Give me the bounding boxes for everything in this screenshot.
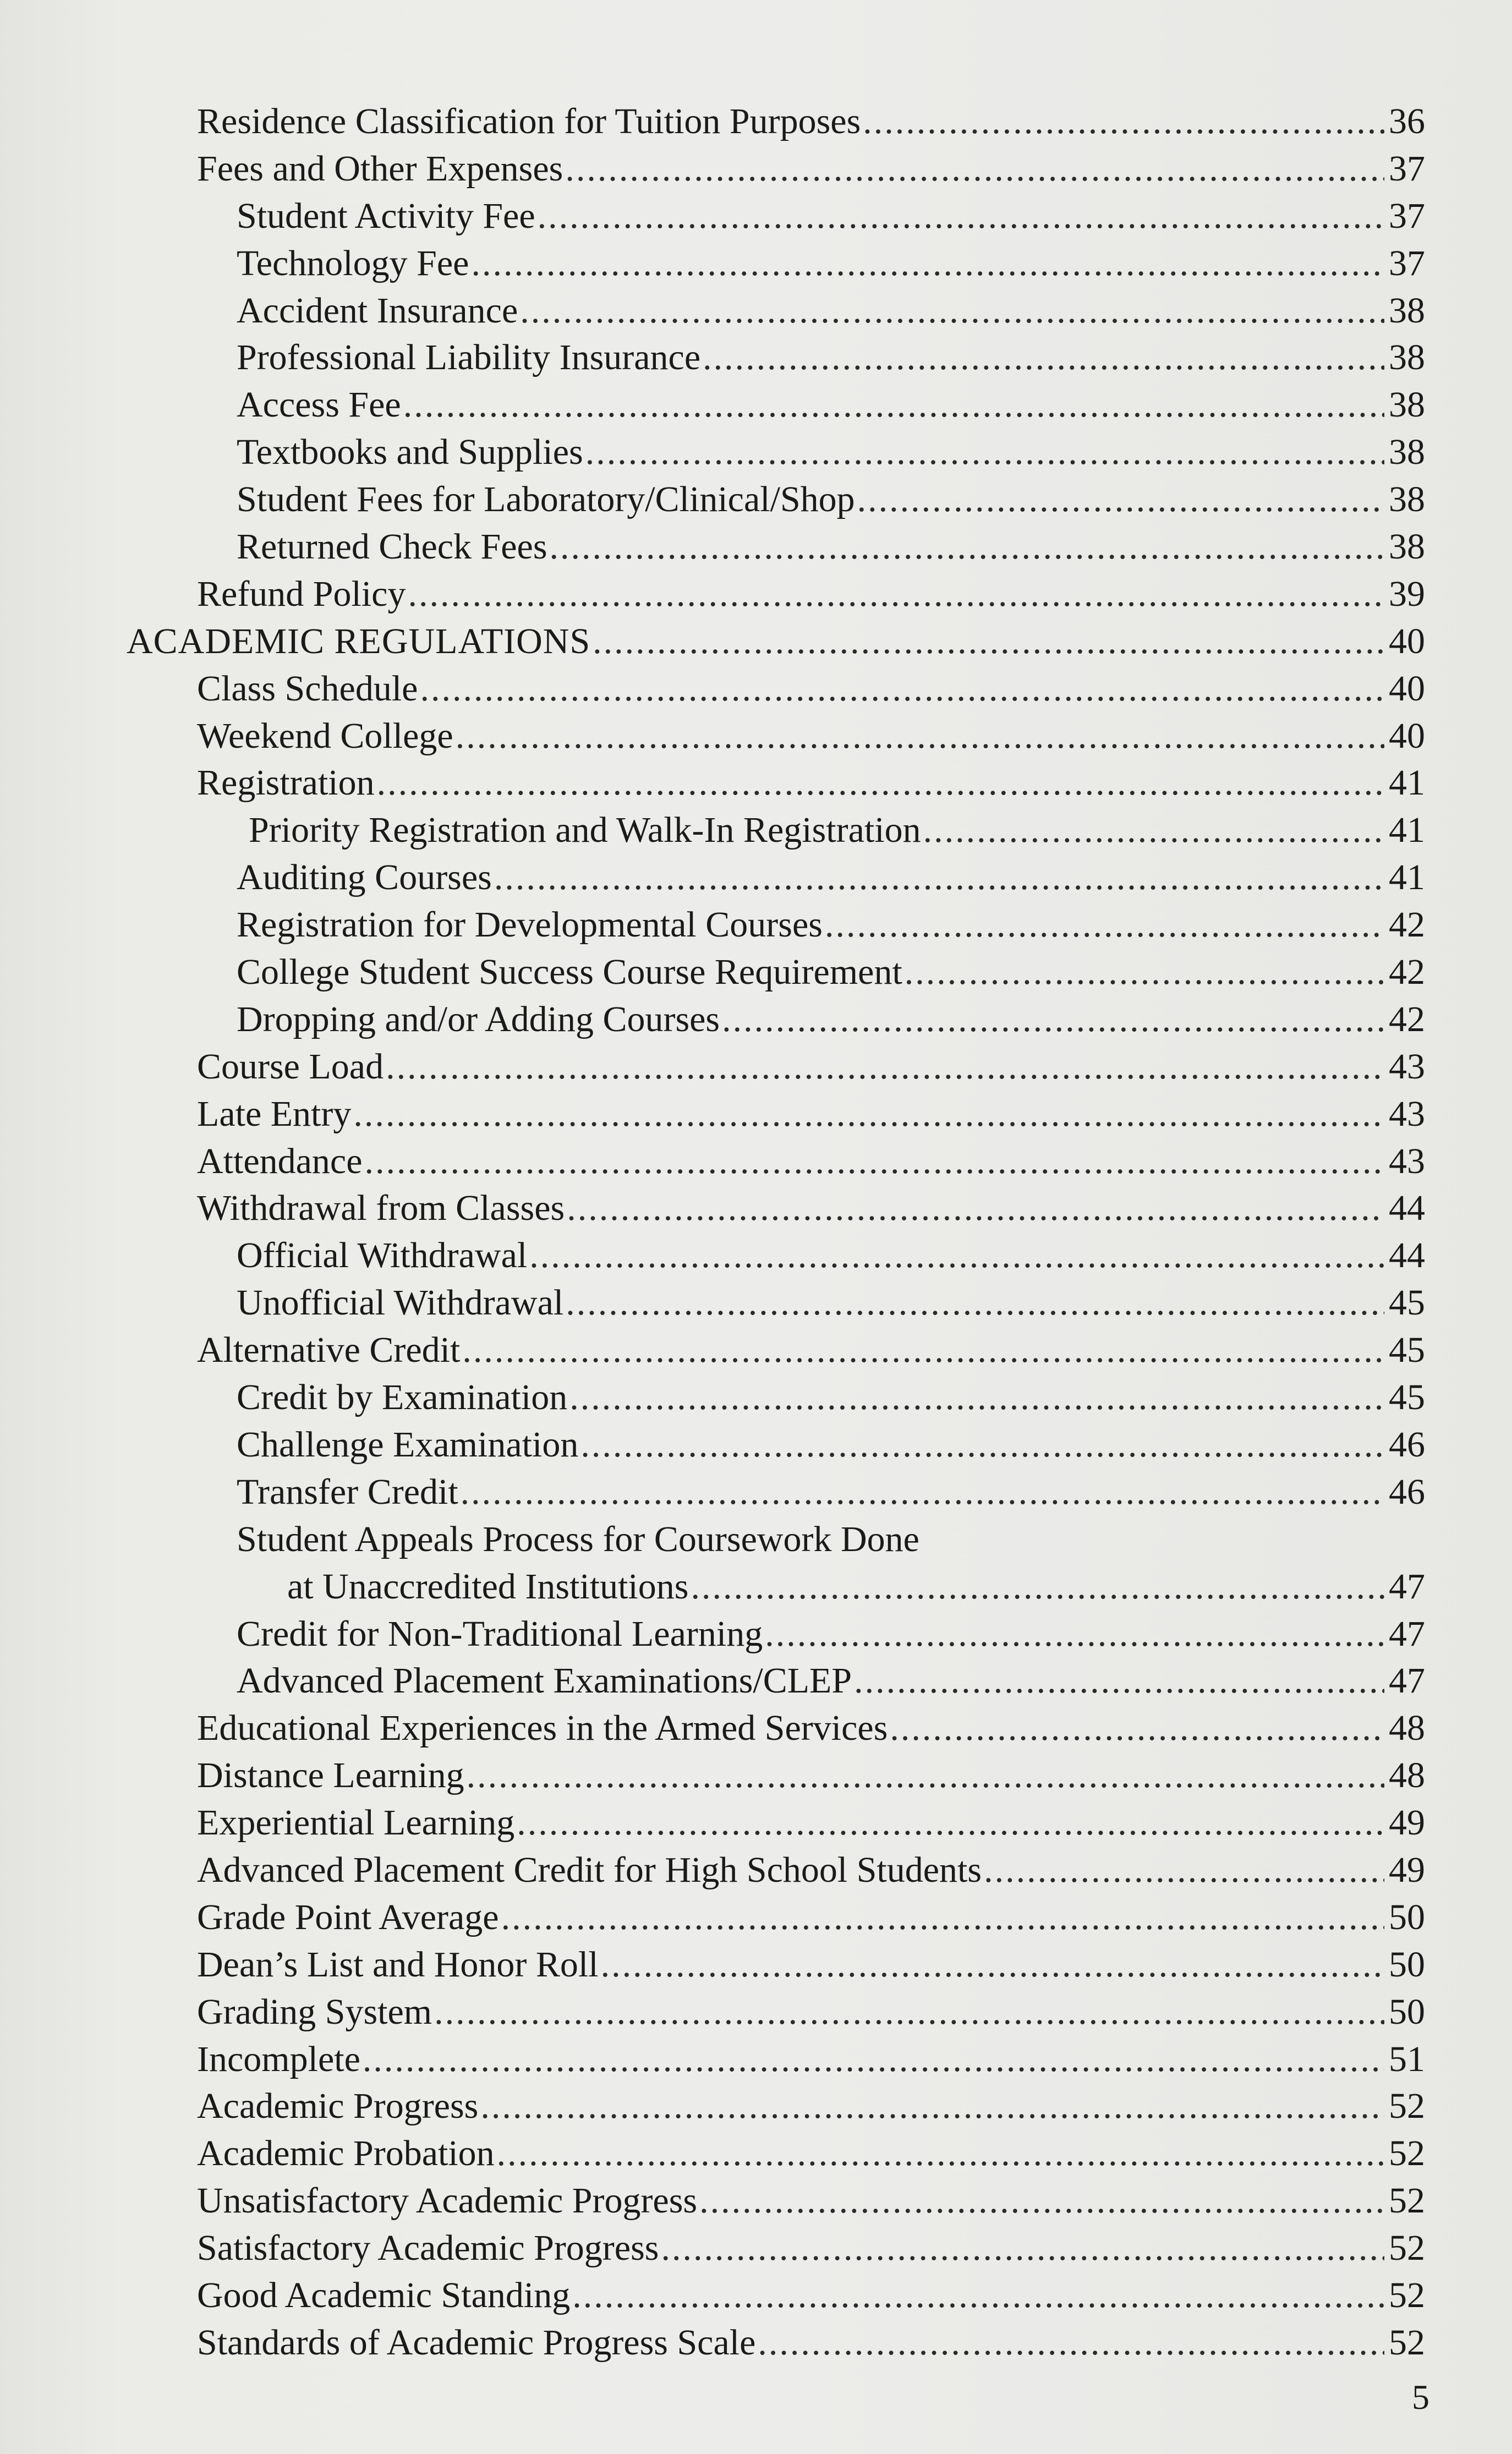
toc-entry-title: Student Activity Fee [237, 195, 535, 236]
toc-entry-title: Credit for Non-Traditional Learning [237, 1613, 763, 1654]
toc-entry [127, 713, 1425, 760]
toc-entry [127, 1421, 1425, 1469]
dot-leader [456, 713, 1384, 760]
toc-entry [127, 1847, 1425, 1894]
toc-entry-title: Accident Insurance [237, 290, 518, 331]
toc-entry [127, 1043, 1425, 1091]
toc-entry-page: 41 [1389, 763, 1425, 803]
toc-entry [127, 476, 1425, 523]
toc-entry [127, 2177, 1425, 2225]
dot-leader [984, 1847, 1384, 1894]
toc-entry-title: Experiential Learning [197, 1803, 515, 1843]
dot-leader [601, 1941, 1384, 1989]
dot-leader [703, 334, 1384, 381]
toc-entry [127, 1894, 1425, 1941]
dot-leader [923, 807, 1384, 854]
toc-entry-page: 38 [1389, 479, 1425, 520]
dot-leader [517, 1799, 1384, 1847]
toc-entry-title: Unsatisfactory Academic Progress [197, 2181, 698, 2221]
toc-entry-title: ACADEMIC REGULATIONS [127, 621, 591, 661]
toc-entry-page: 38 [1389, 337, 1425, 378]
toc-entry [127, 2083, 1425, 2130]
toc-entry-title: Educational Experiences in the Armed Services [197, 1708, 888, 1749]
page-number: 5 [1412, 2378, 1429, 2417]
toc-entry-page: 37 [1389, 195, 1425, 236]
toc-entry-title: Withdrawal from Classes [197, 1188, 565, 1229]
toc-entry-page: 42 [1389, 952, 1425, 993]
dot-leader [580, 1421, 1384, 1469]
toc-entry-page: 46 [1389, 1424, 1425, 1465]
toc-entry-page: 44 [1389, 1235, 1425, 1276]
dot-leader [722, 996, 1384, 1043]
toc-entry-page: 52 [1389, 2275, 1425, 2315]
toc-entry-title: Advanced Placement Examinations/CLEP [237, 1661, 852, 1701]
toc-entry-title: College Student Success Course Requirement [237, 952, 902, 993]
toc-entry-page: 49 [1389, 1849, 1425, 1890]
dot-leader [585, 429, 1384, 476]
dot-leader [365, 1138, 1384, 1185]
toc-entry-page: 38 [1389, 385, 1425, 425]
toc-entry [127, 1941, 1425, 1989]
toc-entry [127, 2272, 1425, 2319]
toc-entry [127, 618, 1425, 665]
dot-leader [593, 618, 1384, 665]
toc-entry-title: Registration for Developmental Courses [237, 905, 823, 945]
toc-entry-page: 43 [1389, 1141, 1425, 1181]
dot-leader [550, 523, 1384, 571]
toc-entry-title: Professional Liability Insurance [237, 337, 701, 378]
toc-entry-page: 38 [1389, 432, 1425, 473]
toc-entry-page: 52 [1389, 2228, 1425, 2269]
dot-leader [569, 1374, 1384, 1421]
toc-entry-title: Official Withdrawal [237, 1235, 528, 1276]
dot-leader [377, 759, 1384, 807]
dot-leader [494, 854, 1384, 901]
toc-entry [127, 807, 1425, 854]
toc-entry [127, 1185, 1425, 1232]
toc-entry [127, 193, 1425, 240]
toc-entry [127, 1279, 1425, 1327]
toc-entry [127, 665, 1425, 713]
toc-entry-title: Attendance [197, 1141, 363, 1181]
toc-entry-title: at Unaccredited Institutions [287, 1566, 689, 1607]
toc-entry [127, 145, 1425, 193]
toc-entry-title: Dean’s List and Honor Roll [197, 1944, 599, 1985]
toc-entry-title: Returned Check Fees [237, 527, 547, 567]
toc-entry-title: Advanced Placement Credit for High School Students [197, 1849, 982, 1890]
toc-entry-title: Incomplete [197, 2039, 360, 2079]
toc-entry [127, 287, 1425, 335]
toc-entry [127, 1611, 1425, 1658]
toc-entry [127, 949, 1425, 996]
toc-entry [127, 523, 1425, 571]
toc-entry-title: Class Schedule [197, 668, 418, 709]
toc-entry-title: Good Academic Standing [197, 2275, 571, 2315]
toc-entry-page: 48 [1389, 1708, 1425, 1749]
dot-leader [765, 1611, 1384, 1658]
dot-leader [471, 240, 1384, 287]
dot-leader [520, 287, 1384, 335]
toc-entry-title: Auditing Courses [237, 857, 492, 898]
toc-entry [127, 854, 1425, 901]
toc-entry-page: 42 [1389, 905, 1425, 945]
dot-leader [408, 571, 1384, 618]
toc-entry-title: Technology Fee [237, 243, 469, 283]
dot-leader [467, 1752, 1384, 1799]
toc-entry-page: 47 [1389, 1566, 1425, 1607]
dot-leader [572, 2272, 1384, 2319]
toc-entry [127, 1989, 1425, 2036]
toc-entry-page: 51 [1389, 2039, 1425, 2079]
toc-entry-page: 47 [1389, 1661, 1425, 1701]
toc-entry-title: Academic Probation [197, 2133, 495, 2174]
dot-leader [363, 2036, 1384, 2083]
dot-leader [420, 665, 1384, 713]
toc-entry-page: 44 [1389, 1188, 1425, 1229]
toc-entry-title: Credit by Examination [237, 1377, 568, 1418]
toc-entry-title: Challenge Examination [237, 1424, 579, 1465]
toc-entry [127, 240, 1425, 287]
dot-leader [353, 1091, 1384, 1138]
toc-entry-page: 40 [1389, 715, 1425, 756]
toc-entry [127, 1799, 1425, 1847]
toc-entry [127, 759, 1425, 807]
toc-entry-page: 39 [1389, 573, 1425, 614]
toc-entry-title: Refund Policy [197, 573, 406, 614]
toc-entry-title: Standards of Academic Progress Scale [197, 2322, 756, 2363]
toc-entry-page: 50 [1389, 1897, 1425, 1937]
dot-leader [386, 1043, 1384, 1091]
dot-leader [691, 1563, 1384, 1611]
toc-entry [127, 996, 1425, 1043]
toc-entry-page: 38 [1389, 290, 1425, 331]
toc-entry-title: Grading System [197, 1991, 432, 2032]
toc-entry [127, 1232, 1425, 1279]
toc-entry-title: Unofficial Withdrawal [237, 1283, 564, 1323]
toc-entry-page: 47 [1389, 1613, 1425, 1654]
toc-entry-title: Access Fee [237, 385, 401, 425]
toc-entry-page: 45 [1389, 1377, 1425, 1418]
toc-entry [127, 1091, 1425, 1138]
dot-leader [529, 1232, 1384, 1279]
dot-leader [462, 1327, 1384, 1374]
toc-entry [127, 1516, 1425, 1563]
toc-entry-page: 52 [1389, 2086, 1425, 2127]
toc-entry [127, 1469, 1425, 1516]
dot-leader [567, 1185, 1384, 1232]
dot-leader [758, 2319, 1384, 2367]
toc-entry [127, 1705, 1425, 1752]
toc-entry-page: 38 [1389, 527, 1425, 567]
toc-entry-title: Weekend College [197, 715, 453, 756]
dot-leader [501, 1894, 1384, 1941]
toc-entry [127, 381, 1425, 429]
toc-entry-title: Registration [197, 763, 375, 803]
toc-entry [127, 1138, 1425, 1185]
toc-entry-page: 46 [1389, 1471, 1425, 1512]
dot-leader [699, 2177, 1384, 2225]
toc-entry-page: 37 [1389, 148, 1425, 189]
dot-leader [905, 949, 1384, 996]
dot-leader [480, 2083, 1384, 2130]
toc-entry-page: 48 [1389, 1755, 1425, 1796]
toc-entry-title: Course Load [197, 1046, 384, 1087]
toc-entry-title: Grade Point Average [197, 1897, 499, 1937]
toc-entry [127, 2130, 1425, 2177]
dot-leader [566, 1279, 1384, 1327]
toc-entry-title: Satisfactory Academic Progress [197, 2228, 659, 2269]
toc-entry-page: 45 [1389, 1283, 1425, 1323]
dot-leader [857, 476, 1384, 523]
dot-leader [434, 1989, 1384, 2036]
toc-entry-title: Priority Registration and Walk-In Registration [249, 810, 921, 851]
toc-entry-page: 37 [1389, 243, 1425, 283]
toc-entry-title: Dropping and/or Adding Courses [237, 999, 720, 1039]
dot-leader [863, 98, 1384, 145]
table-of-contents [127, 98, 1425, 2367]
toc-entry-page: 42 [1389, 999, 1425, 1039]
toc-entry-page: 43 [1389, 1046, 1425, 1087]
toc-entry-page: 41 [1389, 857, 1425, 898]
toc-entry-page: 52 [1389, 2181, 1425, 2221]
toc-entry-title: Student Fees for Laboratory/Clinical/Shop [237, 479, 855, 520]
dot-leader [565, 145, 1384, 193]
toc-entry-page: 52 [1389, 2322, 1425, 2363]
toc-entry-title: Residence Classification for Tuition Purposes [197, 101, 861, 141]
toc-entry-title: Alternative Credit [197, 1330, 461, 1371]
toc-entry-page: 52 [1389, 2133, 1425, 2174]
toc-entry [127, 571, 1425, 618]
toc-entry-page: 50 [1389, 1991, 1425, 2032]
dot-leader [890, 1705, 1384, 1752]
toc-entry-page: 40 [1389, 668, 1425, 709]
toc-entry [127, 1563, 1425, 1611]
dot-leader [854, 1657, 1384, 1705]
toc-entry [127, 1374, 1425, 1421]
toc-entry-page: 41 [1389, 810, 1425, 851]
dot-leader [403, 381, 1384, 429]
toc-entry [127, 1327, 1425, 1374]
toc-entry [127, 2319, 1425, 2367]
toc-entry [127, 1752, 1425, 1799]
toc-entry [127, 1657, 1425, 1705]
toc-entry-title: Student Appeals Process for Coursework Done [237, 1519, 919, 1559]
dot-leader [661, 2225, 1384, 2272]
toc-entry-page: 36 [1389, 101, 1425, 141]
toc-entry [127, 901, 1425, 949]
toc-entry-page: 40 [1389, 621, 1425, 661]
toc-entry-title: Transfer Credit [237, 1471, 458, 1512]
toc-entry-title: Textbooks and Supplies [237, 432, 583, 473]
toc-entry [127, 98, 1425, 145]
toc-entry-title: Late Entry [197, 1093, 352, 1134]
toc-entry [127, 2036, 1425, 2083]
toc-entry-page: 49 [1389, 1803, 1425, 1843]
toc-entry-title: Distance Learning [197, 1755, 464, 1796]
dot-leader [538, 193, 1384, 240]
toc-entry-page: 50 [1389, 1944, 1425, 1985]
dot-leader [461, 1469, 1384, 1516]
toc-entry-title: Fees and Other Expenses [197, 148, 563, 189]
toc-entry [127, 2225, 1425, 2272]
toc-entry-title: Academic Progress [197, 2086, 479, 2127]
dot-leader [497, 2130, 1384, 2177]
dot-leader [825, 901, 1384, 949]
toc-entry-page: 45 [1389, 1330, 1425, 1371]
toc-entry [127, 334, 1425, 381]
toc-entry-page: 43 [1389, 1093, 1425, 1134]
toc-entry [127, 429, 1425, 476]
